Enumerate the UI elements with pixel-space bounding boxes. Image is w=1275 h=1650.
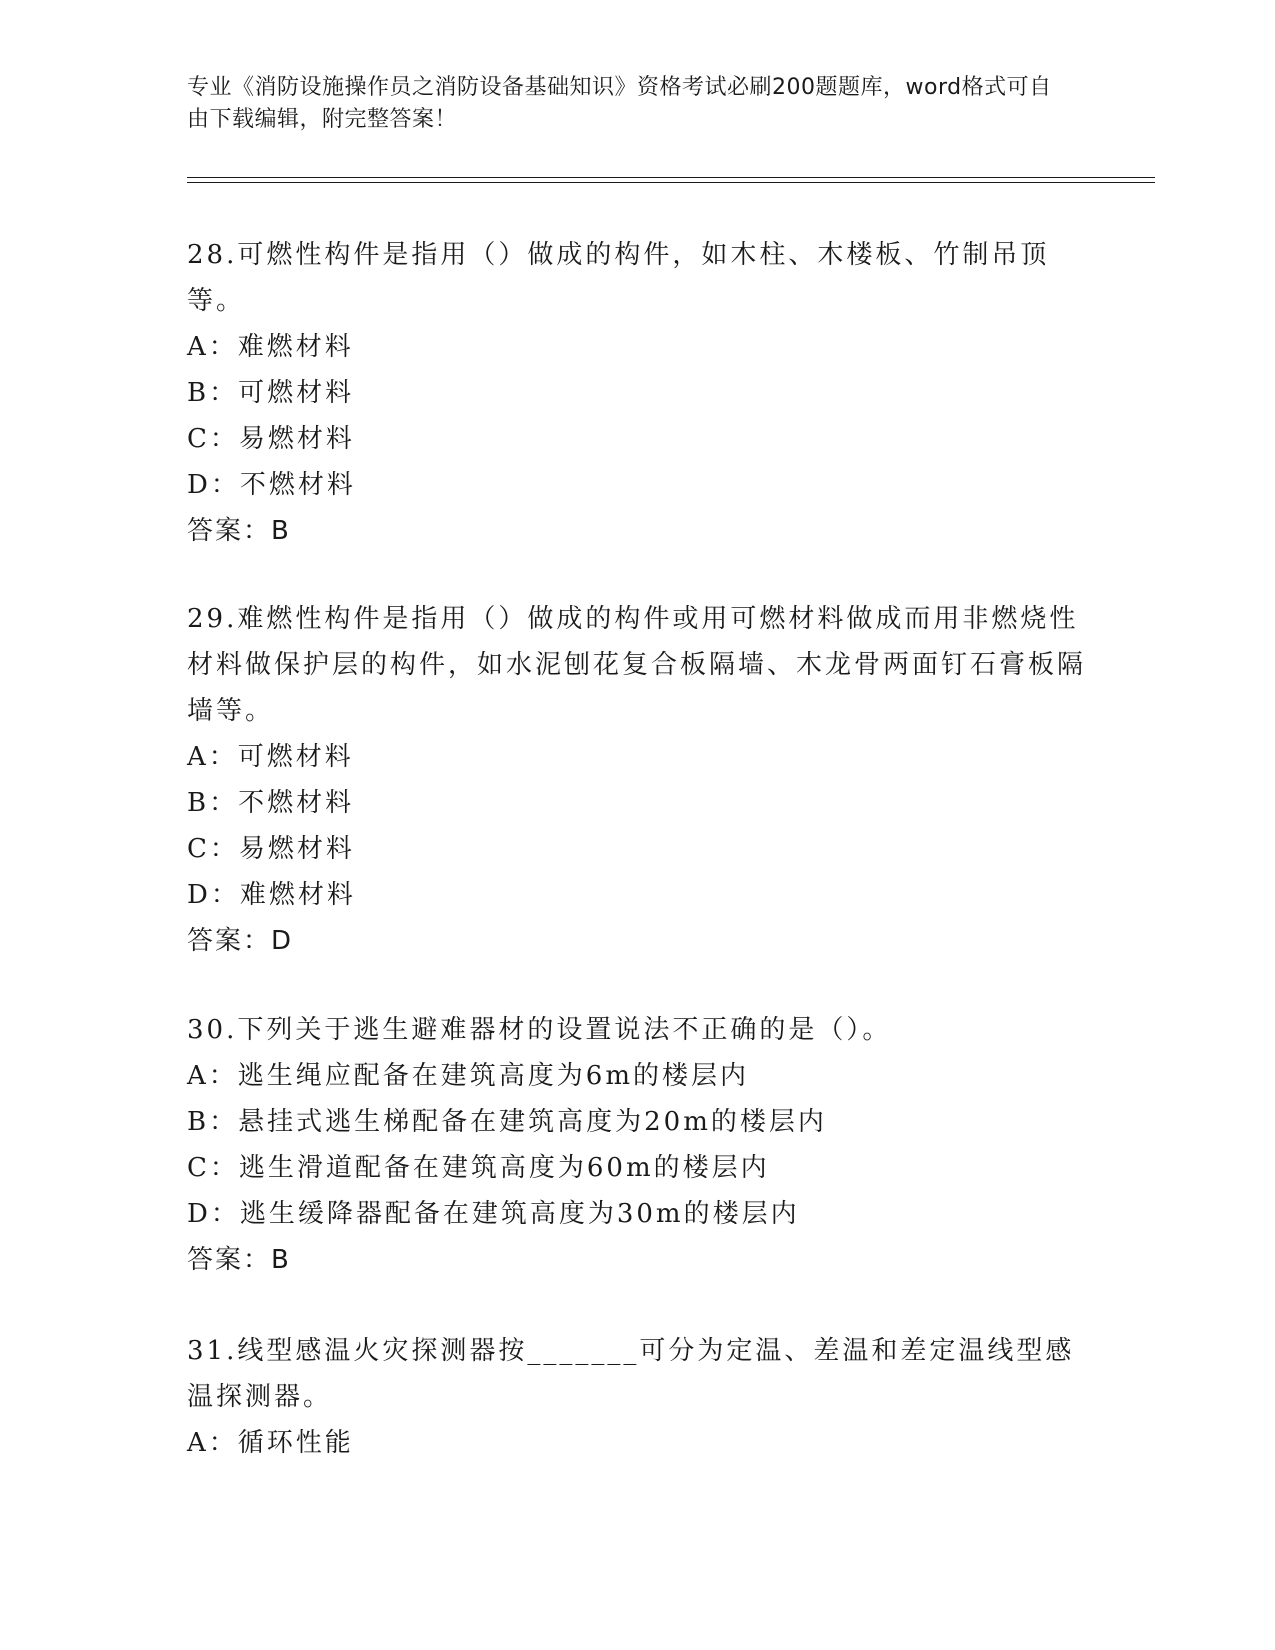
question-29: [187, 596, 1087, 964]
option-a: A：逃生绳应配备在建筑高度为6m的楼层内: [187, 1061, 749, 1091]
document-header: 专业《消防设施操作员之消防设备基础知识》资格考试必刷200题题库，word格式可自由下载编辑，附完整答案！: [187, 75, 1052, 132]
option-a: A：循环性能: [187, 1428, 354, 1458]
option-a: A：难燃材料: [187, 332, 354, 362]
option-d: D：不燃材料: [187, 470, 356, 500]
question-stem: 28.可燃性构件是指用（）做成的构件，如木柱、木楼板、竹制吊顶等。: [187, 240, 1050, 316]
question-stem: 31.线型感温火灾探测器按_______可分为定温、差温和差定温线型感温探测器。: [187, 1336, 1075, 1412]
option-c: C：易燃材料: [187, 834, 355, 864]
answer: 答案：B: [187, 1245, 291, 1275]
question-30: [187, 1007, 1087, 1283]
question-stem: 30.下列关于逃生避难器材的设置说法不正确的是（）。: [187, 1015, 892, 1045]
option-a: A：可燃材料: [187, 742, 354, 772]
header-divider-top: [187, 177, 1155, 178]
option-c: C：逃生滑道配备在建筑高度为60m的楼层内: [187, 1153, 770, 1183]
option-d: D：难燃材料: [187, 880, 356, 910]
question-28: [187, 232, 1087, 554]
option-b: B：可燃材料: [187, 378, 355, 408]
option-c: C：易燃材料: [187, 424, 355, 454]
header-divider-bottom: [187, 182, 1155, 183]
answer: 答案：B: [187, 516, 291, 546]
question-31: [187, 1328, 1087, 1466]
option-d: D：逃生缓降器配备在建筑高度为30m的楼层内: [187, 1199, 800, 1229]
answer: 答案：D: [187, 926, 294, 956]
option-b: B：悬挂式逃生梯配备在建筑高度为20m的楼层内: [187, 1107, 827, 1137]
question-stem: 29.难燃性构件是指用（）做成的构件或用可燃材料做成而用非燃烧性材料做保护层的构件，如水泥刨花复合板隔墙、木龙骨两面钉石膏板隔墙等。: [187, 604, 1087, 726]
option-b: B：不燃材料: [187, 788, 355, 818]
